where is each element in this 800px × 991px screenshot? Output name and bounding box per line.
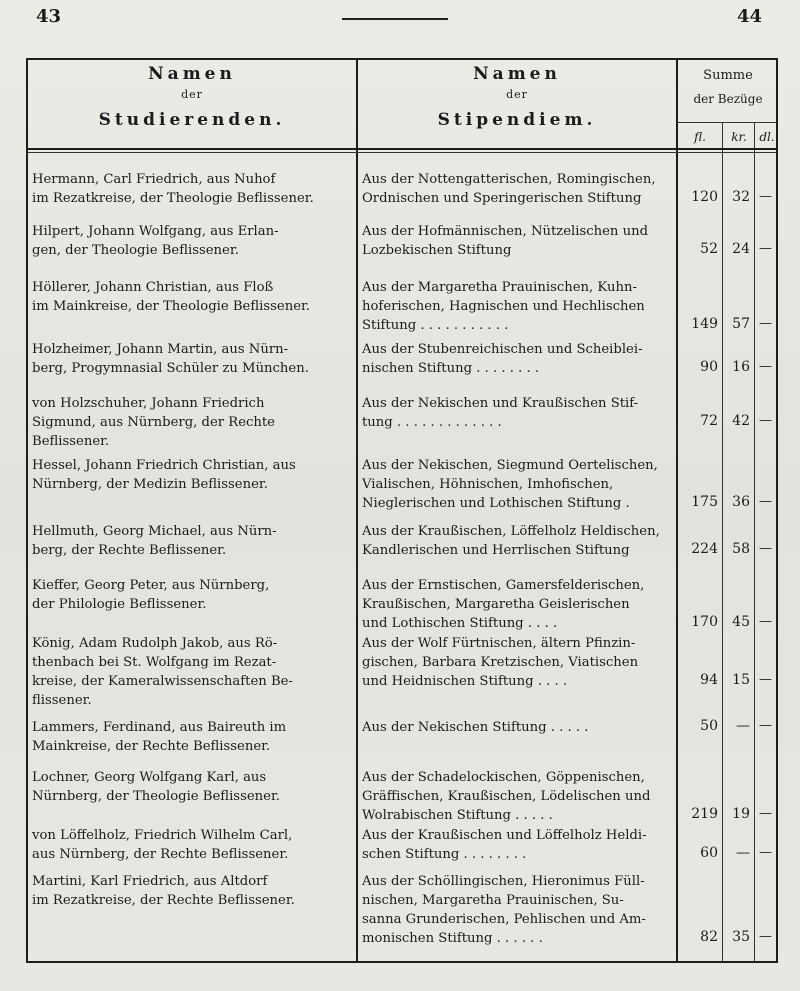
amount-florins: 149 bbox=[691, 316, 718, 332]
column-divider-fl-kr bbox=[722, 122, 723, 961]
amount-florins: 90 bbox=[700, 359, 718, 375]
column-divider-1 bbox=[356, 60, 358, 961]
student-name-line: Hermann, Carl Friedrich, aus Nuhof bbox=[32, 172, 276, 187]
header-names-stipends: Namen bbox=[473, 64, 561, 84]
amount-denarii: — bbox=[759, 614, 772, 629]
stipend-name-line: schen Stiftung . . . . . . . . bbox=[362, 847, 527, 862]
page-number-left: 43 bbox=[36, 6, 62, 27]
stipend-name-line: Aus der Nekischen und Kraußischen Stif- bbox=[362, 396, 639, 411]
header-unit-fl: fl. bbox=[694, 130, 706, 144]
amount-kreuzer: 16 bbox=[732, 359, 750, 375]
stipend-name-line: sanna Grunderischen, Pehlischen und Am- bbox=[362, 912, 646, 927]
stipend-name-line: Lozbekischen Stiftung bbox=[362, 243, 512, 258]
student-name-line: Kieffer, Georg Peter, aus Nürnberg, bbox=[32, 578, 270, 593]
stipend-name-line: Aus der Nottengatterischen, Romingischen, bbox=[362, 172, 656, 187]
student-name-line: Höllerer, Johann Christian, aus Floß bbox=[32, 280, 274, 295]
student-name-line: aus Nürnberg, der Rechte Beflissener. bbox=[32, 847, 289, 862]
stipend-name-line: Aus der Ernstischen, Gamersfelderischen, bbox=[362, 578, 645, 593]
amount-kreuzer: 24 bbox=[732, 241, 750, 257]
stipend-name-line: gischen, Barbara Kretzischen, Viatischen bbox=[362, 655, 639, 670]
header-unit-kr: kr. bbox=[731, 130, 747, 144]
student-name-line: Hessel, Johann Friedrich Christian, aus bbox=[32, 458, 296, 473]
amount-florins: 175 bbox=[691, 494, 718, 510]
student-name-line: im Mainkreise, der Theologie Beflissener. bbox=[32, 299, 311, 314]
student-name-line: König, Adam Rudolph Jakob, aus Rö- bbox=[32, 636, 278, 651]
amount-kreuzer: — bbox=[736, 845, 750, 861]
stipend-name-line: Kraußischen, Margaretha Geislerischen bbox=[362, 597, 630, 612]
amount-florins: 60 bbox=[700, 845, 718, 861]
amount-kreuzer: 42 bbox=[732, 413, 750, 429]
amount-denarii: — bbox=[759, 359, 772, 374]
stipend-name-line: Aus der Kraußischen und Löffelholz Heldi- bbox=[362, 828, 647, 843]
stipend-name-line: Aus der Wolf Fürtnischen, ältern Pfinzin- bbox=[362, 636, 636, 651]
amount-florins: 94 bbox=[700, 672, 718, 688]
amount-florins: 82 bbox=[700, 929, 718, 945]
stipend-name-line: tung . . . . . . . . . . . . . bbox=[362, 415, 502, 430]
stipend-name-line: Aus der Hofmännischen, Nützelischen und bbox=[362, 224, 649, 239]
student-name-line: Beflissener. bbox=[32, 434, 110, 449]
header-stipendiem: Stipendiem. bbox=[437, 110, 597, 130]
student-name-line: Nürnberg, der Theologie Beflissener. bbox=[32, 789, 280, 804]
amount-denarii: — bbox=[759, 189, 772, 204]
header-bezuege: der Bezüge bbox=[693, 92, 763, 106]
header-rule bbox=[342, 18, 448, 20]
student-name-line: Lammers, Ferdinand, aus Baireuth im bbox=[32, 720, 287, 735]
amount-kreuzer: 58 bbox=[732, 541, 750, 557]
amount-florins: 72 bbox=[700, 413, 718, 429]
header-der-1: der bbox=[181, 88, 203, 101]
stipend-name-line: Gräffischen, Kraußischen, Lödelischen und bbox=[362, 789, 651, 804]
stipend-name-line: Stiftung . . . . . . . . . . . bbox=[362, 318, 509, 333]
header-unit-dl: dl. bbox=[759, 130, 775, 144]
amount-denarii: — bbox=[759, 241, 772, 256]
stipend-name-line: Aus der Nekischen Stiftung . . . . . bbox=[362, 720, 589, 735]
student-name-line: der Philologie Beflissener. bbox=[32, 597, 207, 612]
header-names-students: Namen bbox=[148, 64, 236, 84]
header-der-2: der bbox=[506, 88, 528, 101]
stipend-name-line: Nieglerischen und Lothischen Stiftung . bbox=[362, 496, 630, 511]
stipend-name-line: Aus der Schadelockischen, Göppenischen, bbox=[362, 770, 645, 785]
header-unit-rule bbox=[678, 122, 776, 123]
stipend-name-line: nischen Stiftung . . . . . . . . bbox=[362, 361, 540, 376]
stipend-table bbox=[26, 58, 778, 963]
student-name-line: Mainkreise, der Rechte Beflissener. bbox=[32, 739, 271, 754]
student-name-line: Martini, Karl Friedrich, aus Altdorf bbox=[32, 874, 268, 889]
amount-florins: 120 bbox=[691, 189, 718, 205]
amount-kreuzer: 32 bbox=[732, 189, 750, 205]
amount-florins: 170 bbox=[691, 614, 718, 630]
student-name-line: Holzheimer, Johann Martin, aus Nürn- bbox=[32, 342, 289, 357]
stipend-name-line: monischen Stiftung . . . . . . bbox=[362, 931, 543, 946]
stipend-name-line: Aus der Margaretha Prauinischen, Kuhn- bbox=[362, 280, 637, 295]
stipend-name-line: Ordnischen und Speringerischen Stiftung bbox=[362, 191, 642, 206]
student-name-line: kreise, der Kameralwissenschaften Be- bbox=[32, 674, 293, 689]
student-name-line: Hellmuth, Georg Michael, aus Nürn- bbox=[32, 524, 277, 539]
header-bottom-rule-thin bbox=[28, 152, 776, 153]
stipend-name-line: Vialischen, Höhnischen, Imhofischen, bbox=[362, 477, 614, 492]
amount-kreuzer: 19 bbox=[732, 806, 750, 822]
student-name-line: berg, der Rechte Beflissener. bbox=[32, 543, 227, 558]
amount-kreuzer: 15 bbox=[732, 672, 750, 688]
stipend-name-line: Kandlerischen und Herrlischen Stiftung bbox=[362, 543, 630, 558]
student-name-line: von Löffelholz, Friedrich Wilhelm Carl, bbox=[32, 828, 293, 843]
stipend-name-line: und Heidnischen Stiftung . . . . bbox=[362, 674, 568, 689]
stipend-name-line: Aus der Schöllingischen, Hieronimus Füll- bbox=[362, 874, 645, 889]
header-summe: Summe bbox=[703, 68, 753, 83]
student-name-line: Nürnberg, der Medizin Beflissener. bbox=[32, 477, 268, 492]
stipend-name-line: Aus der Kraußischen, Löffelholz Heldischen, bbox=[362, 524, 660, 539]
student-name-line: Lochner, Georg Wolfgang Karl, aus bbox=[32, 770, 267, 785]
amount-denarii: — bbox=[759, 494, 772, 509]
header-studierenden: Studierenden. bbox=[98, 110, 286, 130]
student-name-line: Sigmund, aus Nürnberg, der Rechte bbox=[32, 415, 275, 430]
column-divider-kr-dl bbox=[754, 122, 755, 961]
stipend-name-line: Aus der Stubenreichischen und Scheiblei- bbox=[362, 342, 643, 357]
amount-denarii: — bbox=[759, 845, 772, 860]
student-name-line: berg, Progymnasial Schüler zu München. bbox=[32, 361, 309, 376]
amount-denarii: — bbox=[759, 672, 772, 687]
amount-kreuzer: 36 bbox=[732, 494, 750, 510]
amount-florins: 50 bbox=[700, 718, 718, 734]
amount-florins: 52 bbox=[700, 241, 718, 257]
amount-denarii: — bbox=[759, 541, 772, 556]
amount-denarii: — bbox=[759, 929, 772, 944]
student-name-line: im Rezatkreise, der Theologie Beflissener. bbox=[32, 191, 314, 206]
amount-kreuzer: 57 bbox=[732, 316, 750, 332]
amount-florins: 224 bbox=[691, 541, 718, 557]
amount-denarii: — bbox=[759, 413, 772, 428]
amount-denarii: — bbox=[759, 718, 772, 733]
student-name-line: Hilpert, Johann Wolfgang, aus Erlan- bbox=[32, 224, 279, 239]
amount-denarii: — bbox=[759, 316, 772, 331]
amount-kreuzer: — bbox=[736, 718, 750, 734]
stipend-name-line: Aus der Nekischen, Siegmund Oertelischen, bbox=[362, 458, 658, 473]
student-name-line: gen, der Theologie Beflissener. bbox=[32, 243, 239, 258]
stipend-name-line: Wolrabischen Stiftung . . . . . bbox=[362, 808, 553, 823]
amount-kreuzer: 35 bbox=[732, 929, 750, 945]
amount-florins: 219 bbox=[691, 806, 718, 822]
header-bottom-rule bbox=[28, 148, 776, 150]
stipend-name-line: nischen, Margaretha Prauinischen, Su- bbox=[362, 893, 624, 908]
page-number-right: 44 bbox=[736, 6, 762, 27]
stipend-name-line: hoferischen, Hagnischen und Hechlischen bbox=[362, 299, 645, 314]
student-name-line: flissener. bbox=[32, 693, 92, 708]
stipend-name-line: und Lothischen Stiftung . . . . bbox=[362, 616, 558, 631]
amount-kreuzer: 45 bbox=[732, 614, 750, 630]
student-name-line: thenbach bei St. Wolfgang im Rezat- bbox=[32, 655, 277, 670]
student-name-line: von Holzschuher, Johann Friedrich bbox=[32, 396, 265, 411]
amount-denarii: — bbox=[759, 806, 772, 821]
student-name-line: im Rezatkreise, der Rechte Beflissener. bbox=[32, 893, 295, 908]
